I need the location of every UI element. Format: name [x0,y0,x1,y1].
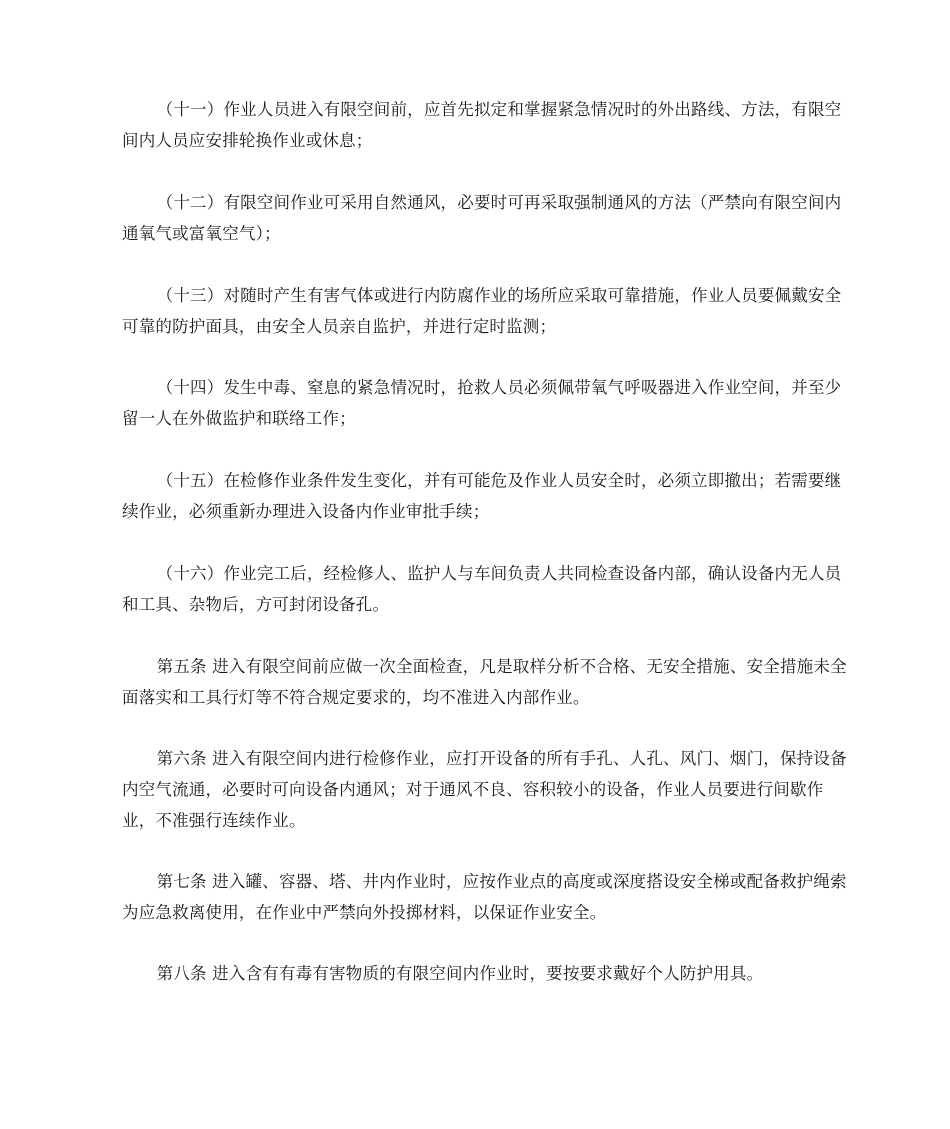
article-6: 第六条 进入有限空间内进行检修作业，应打开设备的所有手孔、人孔、风门、烟门，保持设备内空气流通，必要时可向设备内通风；对于通风不良、容积较小的设备，作业人员要进行间歇作业，不准强行连续作业。 [122,749,847,830]
clause-12: （十二）有限空间作业可采用自然通风，必要时可再采取强制通风的方法（严禁向有限空间内通氧气或富氧空气）； [122,193,842,243]
clause-11: （十一）作业人员进入有限空间前，应首先拟定和掌握紧急情况时的外出路线、方法，有限空间内人员应安排轮换作业或休息； [122,100,842,150]
clause-14: （十四）发生中毒、窒息的紧急情况时，抢救人员必须佩带氧气呼吸器进入作业空间，并至少留一人在外做监护和联络工作； [122,378,842,428]
article-7: 第七条 进入罐、容器、塔、井内作业时，应按作业点的高度或深度搭设安全梯或配备救护绳索为应急救离使用，在作业中严禁向外投掷材料，以保证作业安全。 [122,872,847,922]
clause-13: （十三）对随时产生有害气体或进行内防腐作业的场所应采取可靠措施，作业人员要佩戴安全可靠的防护面具，由安全人员亲自监护，并进行定时监测； [122,286,842,336]
article-8: 第八条 进入含有有毒有害物质的有限空间内作业时，要按要求戴好个人防护用具。 [156,964,764,983]
clause-16: （十六）作业完工后，经检修人、监护人与车间负责人共同检查设备内部，确认设备内无人员和工具、杂物后，方可封闭设备孔。 [122,564,842,614]
article-5: 第五条 进入有限空间前应做一次全面检查，凡是取样分析不合格、无安全措施、安全措施未全面落实和工具行灯等不符合规定要求的，均不准进入内部作业。 [122,657,847,707]
clause-15: （十五）在检修作业条件发生变化，并有可能危及作业人员安全时，必须立即撤出；若需要继续作业，必须重新办理进入设备内作业审批手续； [122,471,842,521]
